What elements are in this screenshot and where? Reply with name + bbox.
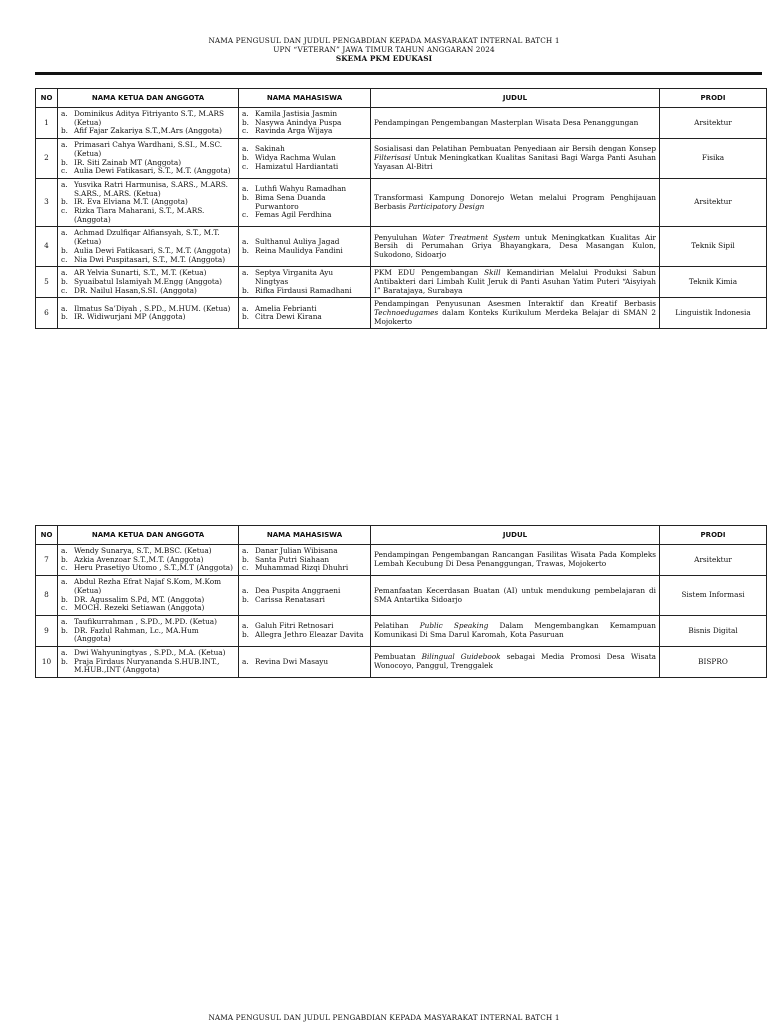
ketua-list (61, 578, 235, 613)
mahasiswa-cell (239, 178, 371, 227)
judul-italic-term: Technoedugames (374, 308, 439, 318)
list-marker: c. (242, 161, 249, 171)
mahasiswa-cell (239, 615, 371, 646)
mahasiswa-item-text: Luthfi Wahyu Ramadhan (255, 184, 347, 194)
judul-text: Pembuatan (374, 652, 422, 662)
ketua-anggota-item-text: Rizka Tiara Maharani, S.T., M.ARS. (Anggota) (74, 206, 205, 224)
judul-text: Pendampingan Penyusunan Asesmen Interaktif dan Kreatif Berbasis (374, 299, 656, 309)
footer-title: NAMA PENGUSUL DAN JUDUL PENGABDIAN KEPADA MASYARAKAT INTERNAL BATCH 1 (208, 1013, 560, 1022)
prodi-cell: Teknik Kimia (660, 267, 767, 298)
ketua-anggota-item (61, 141, 235, 158)
mahasiswa-item-text: Femas Agil Ferdhina (255, 210, 332, 220)
mahasiswa-cell (239, 545, 371, 576)
col-header-judul: JUDUL (371, 526, 660, 545)
judul-cell (371, 298, 660, 329)
list-marker: a. (61, 268, 68, 278)
ketua-anggota-item-text: Dwi Wahyuningtyas , S.PD., M.A. (Ketua) (74, 648, 226, 658)
list-marker: a. (61, 303, 68, 313)
list-marker: c. (61, 603, 68, 613)
ketua-list (61, 141, 235, 176)
table-row (36, 267, 767, 298)
mahasiswa-item-text: Bima Sena Duanda Purwantoro (255, 192, 326, 211)
prodi-cell: BISPRO (660, 647, 767, 678)
table-row (36, 298, 767, 329)
mahasiswa-item (242, 247, 367, 256)
mahasiswa-item-text: Galuh Fitri Retnosari (255, 621, 334, 631)
table-row (36, 545, 767, 576)
ketua-anggota-item-text: Afif Fajar Zakariya S.T.,M.Ars (Anggota) (74, 126, 222, 136)
judul-text: Sosialisasi dan Pelatihan Pembuatan Penyediaan air Bersih dengan Konsep (374, 144, 656, 154)
mahasiswa-cell (239, 108, 371, 139)
mahasiswa-list (242, 110, 367, 136)
table-row (36, 576, 767, 616)
list-marker: b. (242, 554, 249, 564)
judul-italic-term: Skill (484, 268, 501, 278)
mahasiswa-item (242, 658, 367, 667)
mahasiswa-cell (239, 139, 371, 179)
mahasiswa-item-text: Allegra Jethro Eleazar Davita (255, 629, 364, 639)
ketua-anggota-cell (58, 615, 239, 646)
ketua-anggota-item (61, 564, 235, 573)
ketua-anggota-item-text: Syuaibatul Islamiyah M.Engg (Anggota) (74, 276, 223, 286)
list-marker: b. (61, 625, 68, 635)
judul-text: untuk Meningkatkan Kualitas Air Bersih di Perumahan Griya Bhayangkara, Desa Masangan Kulon, Sukodono, Sidoarjo (374, 232, 656, 260)
ketua-anggota-item-text: Achmad Dzulfiqar Alfiansyah, S.T., M.T. (Ketua) (74, 228, 220, 247)
mahasiswa-cell (239, 227, 371, 267)
row-number: 2 (36, 139, 58, 179)
col-header-prodi: PRODI (660, 526, 767, 545)
mahasiswa-item (242, 269, 367, 286)
list-marker: a. (242, 184, 249, 194)
list-marker: a. (242, 585, 249, 595)
ketua-anggota-item-text: Nia Dwi Puspitasari, S.T., M.T. (Anggota) (74, 254, 226, 264)
ketua-list (61, 649, 235, 675)
list-marker: c. (61, 563, 68, 573)
list-marker: a. (242, 109, 249, 118)
ketua-anggota-item-text: DR. Nailul Hasan,S.SI. (Anggota) (74, 285, 197, 295)
ketua-list (61, 547, 235, 573)
ketua-anggota-item (61, 207, 235, 224)
list-marker: c. (242, 563, 249, 573)
ketua-anggota-item (61, 167, 235, 176)
list-marker: c. (242, 210, 249, 220)
ketua-list (61, 181, 235, 225)
list-marker: c. (61, 206, 68, 216)
list-marker: a. (242, 621, 249, 631)
list-marker: b. (242, 629, 249, 639)
ketua-anggota-item-text: IR. Siti Zainab MT (Anggota) (74, 157, 182, 167)
row-number: 4 (36, 227, 58, 267)
judul-cell (371, 576, 660, 616)
list-marker: b. (61, 157, 68, 167)
ketua-anggota-item (61, 110, 235, 127)
list-marker: b. (242, 312, 249, 322)
prodi-cell: Bisnis Digital (660, 615, 767, 646)
list-marker: b. (242, 117, 249, 127)
ketua-anggota-item-text: Taufikurrahman , S.PD., M.PD. (Ketua) (74, 616, 217, 626)
judul-cell (371, 227, 660, 267)
mahasiswa-item (242, 564, 367, 573)
mahasiswa-item (242, 194, 367, 211)
list-marker: b. (242, 192, 249, 202)
ketua-anggota-item (61, 229, 235, 246)
judul-text: Kemandirian Melalui Produksi Sabun Antibakteri dari Limbah Kulit Jeruk di Panti Asuhan Yatim Puteri “Aisyiyah I” Baratajaya, Surabaya (374, 268, 656, 295)
ketua-anggota-item (61, 313, 235, 322)
table-row (36, 227, 767, 267)
ketua-anggota-item-text: Abdul Rezha Efrat Najaf S.Kom, M.Kom (Ketua) (74, 577, 222, 595)
ketua-anggota-item (61, 578, 235, 595)
list-marker: b. (61, 554, 68, 564)
prodi-cell: Linguistik Indonesia (660, 298, 767, 329)
ketua-anggota-item-text: DR. Fazlul Rahman, Lc., MA.Hum (Anggota) (74, 625, 199, 644)
table-header-row (36, 526, 767, 545)
col-header-no: NO (36, 89, 58, 108)
mahasiswa-cell (239, 647, 371, 678)
ketua-list (61, 110, 235, 136)
list-marker: b. (242, 285, 249, 295)
row-number: 6 (36, 298, 58, 329)
ketua-anggota-item-text: AR Yelvia Sunarti, S.T., M.T. (Ketua) (74, 268, 207, 278)
judul-italic-term: Water Treatment System (422, 232, 521, 242)
list-marker: b. (242, 153, 249, 163)
judul-text: PKM EDU Pengembangan (374, 268, 485, 278)
mahasiswa-item-text: Amelia Febrianti (255, 303, 317, 313)
ketua-anggota-item (61, 127, 235, 136)
ketua-anggota-item (61, 256, 235, 265)
list-marker: a. (61, 546, 68, 555)
ketua-anggota-cell (58, 108, 239, 139)
judul-cell (371, 139, 660, 179)
list-marker: b. (61, 197, 68, 207)
list-marker: b. (61, 126, 68, 136)
col-header-no: NO (36, 526, 58, 545)
mahasiswa-item (242, 313, 367, 322)
ketua-anggota-item-text: Aulia Dewi Fatikasari, S.T., M.T. (Anggota) (74, 245, 231, 255)
ketua-anggota-item-text: Ilmatus Sa’Diyah , S.PD., M.HUM. (Ketua) (74, 303, 231, 313)
row-number: 10 (36, 647, 58, 678)
mahasiswa-item (242, 287, 367, 296)
mahasiswa-cell (239, 298, 371, 329)
judul-cell (371, 647, 660, 678)
list-marker: a. (61, 228, 68, 238)
mahasiswa-list (242, 658, 367, 667)
row-number: 8 (36, 576, 58, 616)
row-number: 1 (36, 108, 58, 139)
mahasiswa-item (242, 211, 367, 220)
table-row (36, 178, 767, 227)
table-row (36, 108, 767, 139)
mahasiswa-item-text: Ravinda Arga Wijaya (255, 126, 333, 136)
ketua-anggota-item-text: Aulia Dewi Fatikasari, S.T., M.T. (Anggota) (74, 166, 231, 176)
ketua-anggota-cell (58, 227, 239, 267)
judul-cell (371, 615, 660, 646)
judul-text: Penyuluhan (374, 232, 423, 242)
list-marker: a. (61, 179, 68, 189)
mahasiswa-item-text: Kamila Jastisia Jasmin (255, 109, 338, 118)
header-subtitle: UPN “VETERAN” JAWA TIMUR TAHUN ANGGARAN 2024 (273, 45, 495, 54)
prodi-cell: Arsitektur (660, 178, 767, 227)
row-number: 5 (36, 267, 58, 298)
mahasiswa-item-text: Danar Julian Wibisana (255, 546, 338, 555)
table-row (36, 615, 767, 646)
judul-italic-term: Filterisasi (374, 153, 411, 163)
judul-cell (371, 545, 660, 576)
ketua-anggota-cell (58, 298, 239, 329)
table-row (36, 647, 767, 678)
list-marker: b. (61, 245, 68, 255)
ketua-anggota-cell (58, 178, 239, 227)
mahasiswa-item (242, 163, 367, 172)
ketua-list (61, 305, 235, 322)
header-title: NAMA PENGUSUL DAN JUDUL PENGABDIAN KEPADA MASYARAKAT INTERNAL BATCH 1 (208, 36, 560, 45)
col-header-mahasiswa: NAMA MAHASISWA (239, 526, 371, 545)
list-marker: c. (242, 126, 249, 136)
ketua-anggota-item-text: Praja Firdaus Nuryananda S.HUB.INT., M.HUB.,INT (Anggota) (74, 656, 220, 675)
mahasiswa-item-text: Reina Maulidya Fandini (255, 245, 343, 255)
prodi-cell: Fisika (660, 139, 767, 179)
list-marker: a. (61, 109, 68, 118)
list-marker: a. (61, 577, 68, 587)
ketua-anggota-item-text: IR. Eva Elviana M.T. (Anggota) (74, 197, 188, 207)
col-header-ketua: NAMA KETUA DAN ANGGOTA (58, 526, 239, 545)
prodi-cell: Arsitektur (660, 545, 767, 576)
mahasiswa-item-text: Dea Puspita Anggraeni (255, 585, 341, 595)
list-marker: a. (242, 303, 249, 313)
document-header (0, 36, 768, 63)
prodi-cell: Teknik Sipil (660, 227, 767, 267)
mahasiswa-list (242, 587, 367, 604)
ketua-anggota-item-text: MOCH. Rezeki Setiawan (Anggota) (74, 603, 205, 613)
ketua-anggota-item-text: IR. Widiwurjani MP (Anggota) (74, 312, 186, 322)
ketua-list (61, 618, 235, 644)
mahasiswa-item-text: Sulthanul Auliya Jagad (255, 237, 340, 247)
col-header-mahasiswa: NAMA MAHASISWA (239, 89, 371, 108)
mahasiswa-item-text: Nasywa Anindya Puspa (255, 117, 342, 127)
judul-text: Transformasi Kampung Donorejo Wetan melalui Program Penghijauan Berbasis (374, 192, 656, 211)
list-marker: a. (242, 237, 249, 247)
col-header-judul: JUDUL (371, 89, 660, 108)
ketua-anggota-cell (58, 647, 239, 678)
ketua-anggota-item-text: Yusvika Ratri Harmunisa, S.ARS., M.ARS. S.ARS., M.ARS. (Ketua) (74, 179, 228, 198)
list-marker: b. (61, 276, 68, 286)
prodi-cell: Sistem Informasi (660, 576, 767, 616)
table-header-row (36, 89, 767, 108)
mahasiswa-list (242, 145, 367, 171)
ketua-anggota-cell (58, 576, 239, 616)
mahasiswa-item-text: Muhammad Rizqi Dhuhri (255, 563, 349, 573)
mahasiswa-item-text: Sakinah (255, 144, 285, 154)
mahasiswa-item-text: Septya Virganita Ayu Ningtyas (255, 268, 334, 286)
ketua-list (61, 229, 235, 264)
ketua-anggota-item (61, 604, 235, 613)
list-marker: b. (61, 312, 68, 322)
mahasiswa-item-text: Citra Dewi Kirana (255, 312, 322, 322)
mahasiswa-list (242, 185, 367, 220)
ketua-anggota-item (61, 658, 235, 675)
ketua-anggota-item-text: Wendy Sunarya, S.T., M.BSC. (Ketua) (74, 546, 212, 555)
row-number: 3 (36, 178, 58, 227)
judul-italic-term: Bilingual Guidebook (421, 652, 501, 662)
judul-text: Pendampingan Pengembangan Rancangan Fasilitas Wisata Pada Kompleks Lembah Kecubung Di Desa Penanggungan, Trawas, Mojokerto (374, 550, 656, 569)
list-marker: a. (242, 268, 249, 278)
ketua-anggota-cell (58, 267, 239, 298)
list-marker: a. (242, 656, 249, 666)
ketua-anggota-item (61, 181, 235, 198)
mahasiswa-item-text: Rifka Firdausi Ramadhani (255, 285, 352, 295)
judul-cell (371, 178, 660, 227)
ketua-anggota-cell (58, 139, 239, 179)
mahasiswa-cell (239, 576, 371, 616)
ketua-anggota-item (61, 627, 235, 644)
ketua-anggota-item-text: Azkia Avenzoar S.T.,M.T. (Anggota) (74, 554, 204, 564)
row-number: 7 (36, 545, 58, 576)
row-number: 9 (36, 615, 58, 646)
col-header-prodi: PRODI (660, 89, 767, 108)
mahasiswa-list (242, 547, 367, 573)
judul-italic-term: Participatory Design (408, 201, 485, 211)
judul-italic-term: Public Speaking (419, 621, 489, 631)
mahasiswa-item-text: Carissa Renatasari (255, 594, 325, 604)
mahasiswa-item-text: Hamizatul Hardiantati (255, 161, 339, 171)
judul-text: Pelatihan (374, 621, 420, 631)
list-marker: b. (242, 594, 249, 604)
mahasiswa-item (242, 631, 367, 640)
mahasiswa-item (242, 596, 367, 605)
list-marker: c. (61, 285, 68, 295)
judul-cell (371, 267, 660, 298)
list-marker: a. (61, 140, 68, 150)
header-scheme: SKEMA PKM EDUKASI (335, 54, 433, 63)
list-marker: a. (242, 546, 249, 555)
list-marker: b. (242, 245, 249, 255)
mahasiswa-list (242, 269, 367, 295)
mahasiswa-item-text: Widya Rachma Wulan (255, 153, 336, 163)
mahasiswa-list (242, 238, 367, 255)
ketua-anggota-item-text: Dominikus Aditya Fitriyanto S.T., M.ARS (Ketua) (74, 109, 225, 127)
judul-text: Pemanfaatan Kecerdasan Buatan (AI) untuk mendukung pembelajaran di SMA Antartika Sidoarjo (374, 585, 656, 604)
col-header-ketua: NAMA KETUA DAN ANGGOTA (58, 89, 239, 108)
proposal-table-1 (35, 88, 767, 329)
mahasiswa-item-text: Revina Dwi Masayu (255, 656, 329, 666)
prodi-cell: Arsitektur (660, 108, 767, 139)
judul-text: dalam Konteks Kurikulum Merdeka Belajar di SMAN 2 Mojokerto (374, 308, 656, 326)
header-rule (35, 72, 762, 75)
ketua-list (61, 269, 235, 295)
proposal-table-2 (35, 525, 767, 678)
judul-cell (371, 108, 660, 139)
list-marker: c. (61, 254, 68, 264)
ketua-anggota-item-text: Primasari Cahya Wardhani, S.SI., M.SC. (Ketua) (74, 140, 223, 158)
ketua-anggota-item-text: DR. Agussalim S.Pd, MT. (Anggota) (74, 594, 205, 604)
list-marker: a. (242, 144, 249, 154)
judul-text: Untuk Meningkatkan Kualitas Sanitasi Bagi Warga Panti Asuhan Yayasan Al-Bitri (374, 153, 656, 171)
mahasiswa-cell (239, 267, 371, 298)
list-marker: a. (61, 648, 68, 658)
page-footer (0, 1013, 768, 1022)
list-marker: c. (61, 166, 68, 176)
ketua-anggota-item-text: Heru Prasetiyo Utomo , S.T.,M.T (Anggota) (74, 563, 233, 573)
ketua-anggota-cell (58, 545, 239, 576)
mahasiswa-list (242, 622, 367, 639)
ketua-anggota-item (61, 287, 235, 296)
mahasiswa-item-text: Santa Putri Siahaan (255, 554, 330, 564)
judul-text: sebagai Media Promosi Desa Wisata Wonocoyo, Panggul, Trenggalek (374, 652, 657, 671)
table-row (36, 139, 767, 179)
mahasiswa-list (242, 305, 367, 322)
judul-text: Dalam Mengembangkan Kemampuan Komunikasi Di Sma Darul Karomah, Kota Pasuruan (374, 621, 656, 639)
judul-text: Pendampingan Pengembangan Masterplan Wisata Desa Penanggungan (374, 117, 639, 127)
list-marker: b. (61, 594, 68, 604)
list-marker: a. (61, 616, 68, 626)
list-marker: b. (61, 656, 68, 666)
mahasiswa-item (242, 127, 367, 136)
